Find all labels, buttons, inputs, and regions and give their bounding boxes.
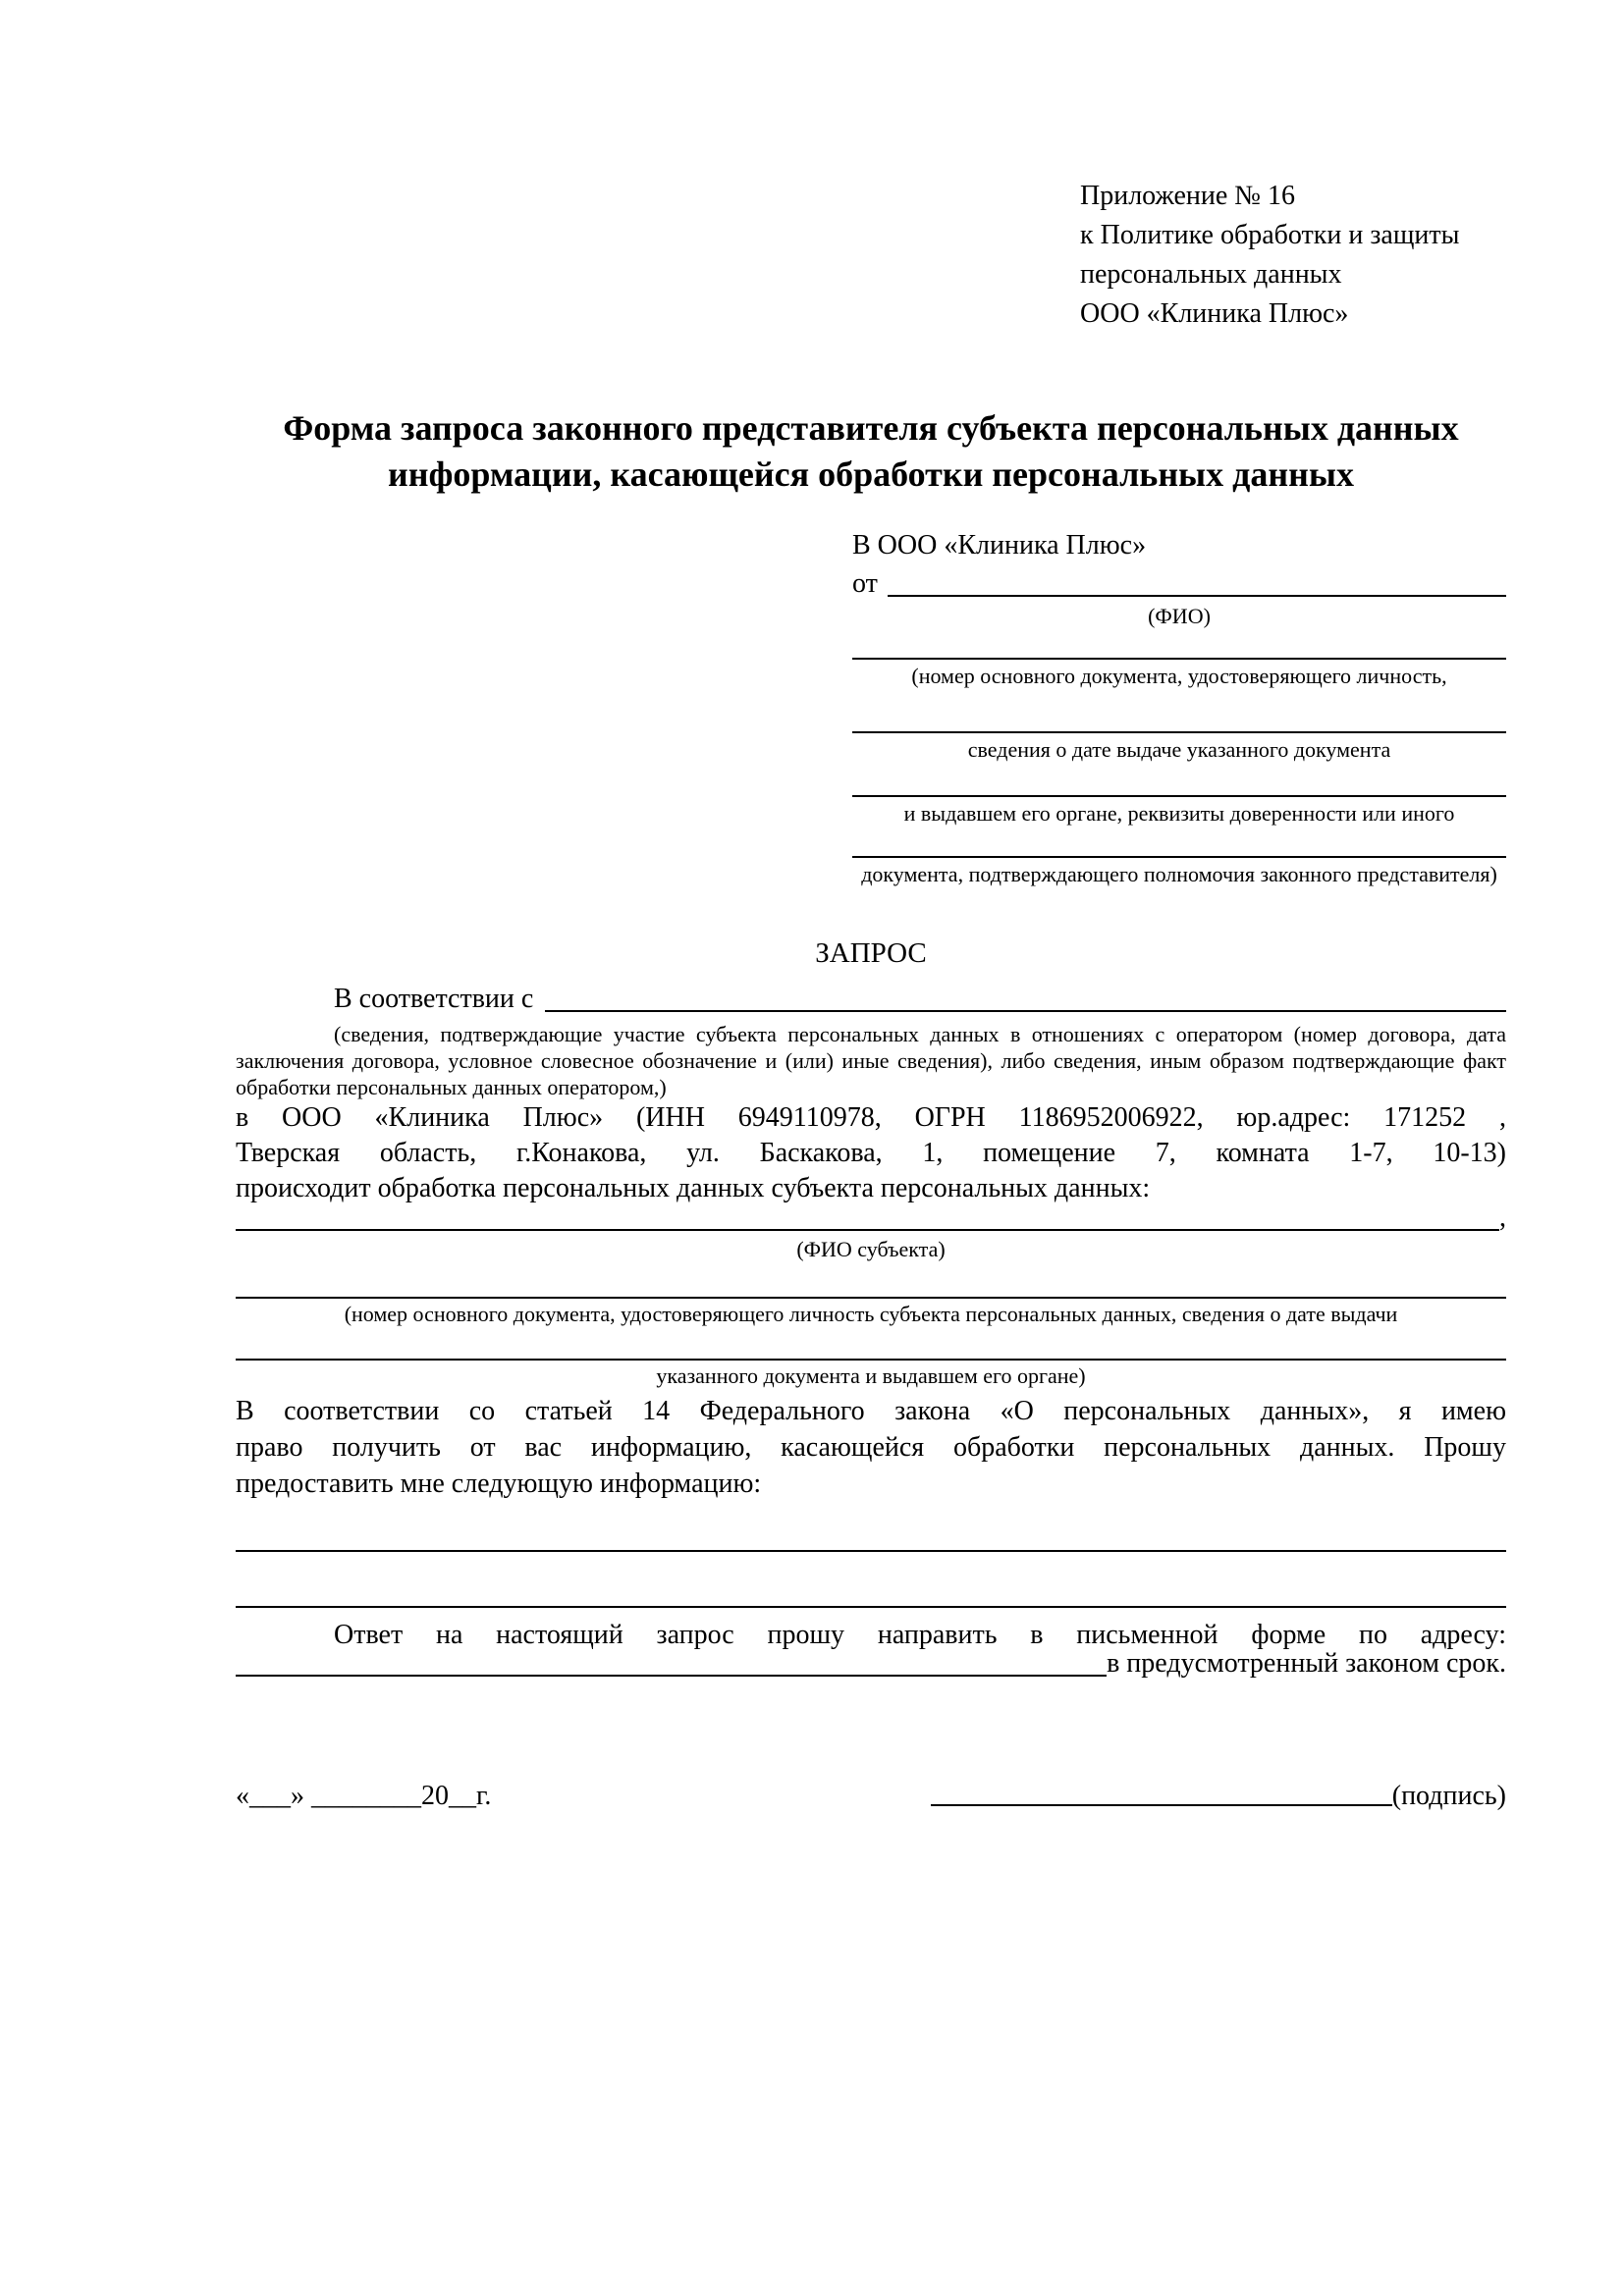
reply-tail: в предусмотренный законом срок. xyxy=(1107,1648,1506,1679)
accordance-blank-line xyxy=(545,1010,1506,1012)
law-paragraph xyxy=(236,1393,1506,1502)
law-paragraph-line: В соответствии со статьей 14 Федерального закона «О персональных данных», я имею xyxy=(236,1396,1506,1426)
subject-fio-row xyxy=(236,1202,1506,1234)
appendix-line: Приложение № 16 xyxy=(1080,181,1295,211)
title-line: Форма запроса законного представителя субъекта персональных данных xyxy=(283,408,1459,448)
field-line xyxy=(852,856,1506,858)
form-field xyxy=(236,1297,1506,1326)
from-blank-line xyxy=(888,595,1506,597)
field-caption: сведения о дате выдаче указанного документа xyxy=(967,737,1391,762)
appendix-block xyxy=(1080,177,1506,334)
note-line: обработки персональных данных оператором,) xyxy=(236,1075,667,1099)
blank-line xyxy=(236,1550,1506,1552)
subject-fio-line xyxy=(236,1229,1499,1231)
field-line xyxy=(852,731,1506,733)
subject-doc-line xyxy=(236,1359,1506,1361)
accordance-row xyxy=(236,986,1506,1015)
note-line: заключения договора, условное словесное обозначение и (или) иные сведения), либо сведения, иным образом подтверждающие факт xyxy=(236,1048,1506,1073)
note-block xyxy=(236,1021,1506,1100)
form-field xyxy=(852,658,1506,688)
request-heading: ЗАПРОС xyxy=(815,937,927,969)
subject-fio-comma: , xyxy=(1499,1202,1506,1233)
appendix-line: к Политике обработки и защиты xyxy=(1080,220,1460,250)
reply-address-blank-line xyxy=(236,1675,1107,1677)
subject-doc-caption: указанного документа и выдавшем его органе) xyxy=(656,1363,1086,1388)
footer-row xyxy=(236,1781,1506,1812)
title-line: информации, касающейся обработки персональных данных xyxy=(388,454,1354,494)
signature-group xyxy=(931,1781,1506,1812)
operator-paragraph-line: в ООО «Клиника Плюс» (ИНН 6949110978, ОГРН 1186952006922, юр.адрес: 171252 , xyxy=(236,1102,1506,1133)
blank-line xyxy=(236,1606,1506,1608)
field-line xyxy=(852,658,1506,660)
reply-address-row xyxy=(236,1648,1506,1680)
operator-paragraph-line: происходит обработка персональных данных субъекта персональных данных: xyxy=(236,1173,1151,1203)
note-line: (сведения, подтверждающие участие субъекта персональных данных в отношениях с оператором (номер договора, дата xyxy=(334,1022,1506,1046)
from-row xyxy=(852,568,1506,600)
form-field xyxy=(236,1359,1506,1388)
subject-doc-caption: (номер основного документа, удостоверяющего личность субъекта персональных данных, сведения о дате выдачи xyxy=(344,1302,1398,1326)
field-caption: документа, подтверждающего полномочия законного представителя) xyxy=(861,862,1497,886)
subject-doc-line xyxy=(236,1297,1506,1299)
addressee-to: В ООО «Клиника Плюс» xyxy=(852,530,1147,561)
accordance-label: В соответствии с xyxy=(334,984,534,1014)
signature-line xyxy=(931,1804,1392,1806)
signature-caption: (подпись) xyxy=(1391,1781,1506,1811)
law-paragraph-line: предоставить мне следующую информацию: xyxy=(236,1468,762,1499)
form-field xyxy=(852,731,1506,762)
reply-paragraph-line: Ответ на настоящий запрос прошу направить в письменной форме по адресу: xyxy=(334,1620,1506,1650)
addressee-block xyxy=(852,527,1506,886)
appendix-line: ООО «Клиника Плюс» xyxy=(1080,298,1349,329)
form-field xyxy=(852,856,1506,886)
appendix-line: персональных данных xyxy=(1080,259,1342,290)
operator-paragraph-line: Тверская область, г.Конакова, ул. Баскакова, 1, помещение 7, комната 1-7, 10-13) xyxy=(236,1138,1506,1168)
from-label: от xyxy=(852,568,878,599)
form-title xyxy=(236,405,1506,498)
date-line: «___» ________20__г. xyxy=(236,1781,492,1811)
fio-caption: (ФИО) xyxy=(1148,604,1211,628)
operator-paragraph xyxy=(236,1100,1506,1206)
subject-fio-caption: (ФИО субъекта) xyxy=(796,1237,946,1261)
form-field xyxy=(852,795,1506,826)
field-caption: (номер основного документа, удостоверяющего личность, xyxy=(911,664,1447,688)
field-line xyxy=(852,795,1506,797)
field-caption: и выдавшем его органе, реквизиты доверенности или иного xyxy=(903,801,1455,826)
law-paragraph-line: право получить от вас информацию, касающейся обработки персональных данных. Прошу xyxy=(236,1432,1506,1463)
